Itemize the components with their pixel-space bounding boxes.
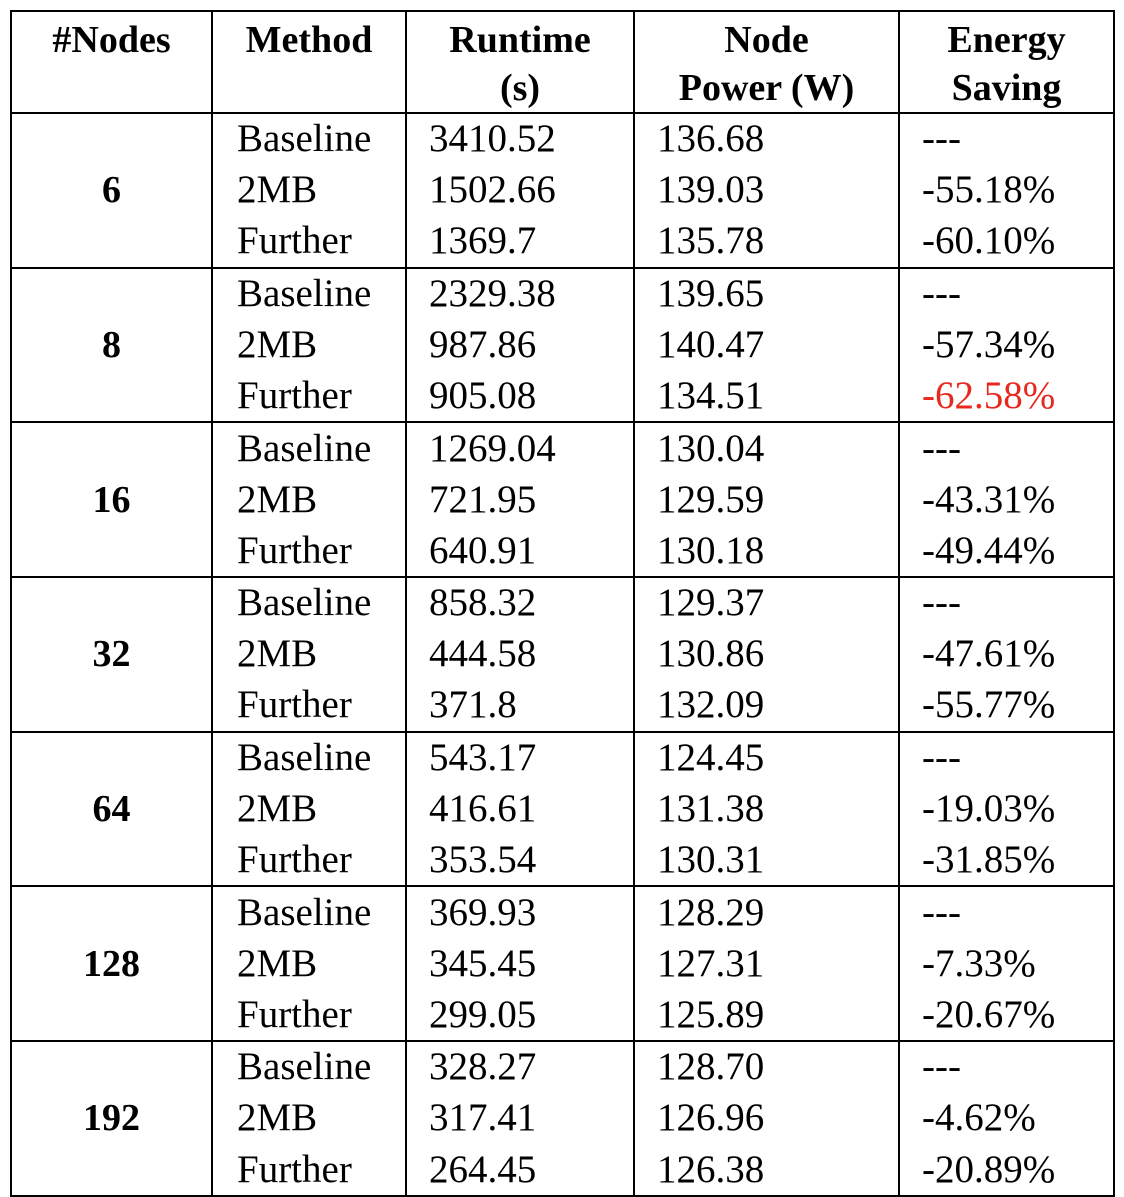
- header-power-line1: Node: [724, 19, 809, 61]
- saving-cell: -19.03%: [899, 783, 1114, 835]
- power-cell: 130.86: [634, 629, 899, 681]
- power-cell: 139.65: [634, 268, 899, 320]
- runtime-cell: 1369.7: [406, 216, 634, 268]
- saving-cell: -7.33%: [899, 938, 1114, 990]
- method-cell: 2MB: [212, 629, 406, 681]
- runtime-cell: 369.93: [406, 886, 634, 938]
- header-method-label: Method: [245, 19, 373, 61]
- runtime-cell: 987.86: [406, 319, 634, 371]
- runtime-cell: 905.08: [406, 371, 634, 423]
- power-cell: 129.37: [634, 577, 899, 629]
- nodes-cell: 6: [11, 113, 212, 268]
- method-cell: 2MB: [212, 938, 406, 990]
- runtime-cell: 721.95: [406, 474, 634, 526]
- runtime-cell: 1269.04: [406, 422, 634, 474]
- method-cell: Further: [212, 990, 406, 1042]
- runtime-cell: 640.91: [406, 526, 634, 578]
- method-cell: Further: [212, 371, 406, 423]
- saving-cell: ---: [899, 886, 1114, 938]
- power-cell: 128.29: [634, 886, 899, 938]
- method-cell: Further: [212, 835, 406, 887]
- saving-cell: -57.34%: [899, 319, 1114, 371]
- saving-cell: -49.44%: [899, 526, 1114, 578]
- header-saving-line1: Energy: [947, 19, 1066, 61]
- header-power-line2: Power (W): [678, 67, 855, 109]
- nodes-cell: 192: [11, 1041, 212, 1196]
- method-cell: Baseline: [212, 732, 406, 784]
- power-cell: 130.31: [634, 835, 899, 887]
- method-cell: Baseline: [212, 422, 406, 474]
- method-cell: 2MB: [212, 165, 406, 217]
- runtime-cell: 2329.38: [406, 268, 634, 320]
- runtime-cell: 299.05: [406, 990, 634, 1042]
- method-cell: 2MB: [212, 783, 406, 835]
- power-cell: 140.47: [634, 319, 899, 371]
- header-power: [634, 11, 899, 113]
- table-row: [11, 886, 1114, 938]
- runtime-cell: 543.17: [406, 732, 634, 784]
- method-cell: Baseline: [212, 577, 406, 629]
- method-cell: Baseline: [212, 268, 406, 320]
- saving-cell: -20.89%: [899, 1144, 1114, 1196]
- runtime-cell: 264.45: [406, 1144, 634, 1196]
- header-runtime-line2: (s): [499, 67, 541, 109]
- power-cell: 130.18: [634, 526, 899, 578]
- saving-cell: ---: [899, 268, 1114, 320]
- power-cell: 132.09: [634, 680, 899, 732]
- method-cell: Baseline: [212, 1041, 406, 1093]
- power-cell: 126.38: [634, 1144, 899, 1196]
- saving-cell: ---: [899, 113, 1114, 165]
- method-cell: Further: [212, 1144, 406, 1196]
- runtime-cell: 353.54: [406, 835, 634, 887]
- saving-cell: ---: [899, 422, 1114, 474]
- saving-cell-best: -62.58%: [899, 371, 1114, 423]
- saving-cell: -20.67%: [899, 990, 1114, 1042]
- saving-cell: -55.77%: [899, 680, 1114, 732]
- nodes-cell: 8: [11, 268, 212, 423]
- header-runtime-line1: Runtime: [449, 19, 591, 61]
- method-cell: 2MB: [212, 1093, 406, 1145]
- header-nodes-label: #Nodes: [52, 19, 171, 61]
- saving-cell: ---: [899, 732, 1114, 784]
- saving-cell: ---: [899, 1041, 1114, 1093]
- saving-cell: -43.31%: [899, 474, 1114, 526]
- results-table: [10, 10, 1115, 1197]
- saving-cell: -55.18%: [899, 165, 1114, 217]
- power-cell: 135.78: [634, 216, 899, 268]
- header-saving: [899, 11, 1114, 113]
- power-cell: 125.89: [634, 990, 899, 1042]
- power-cell: 136.68: [634, 113, 899, 165]
- power-cell: 126.96: [634, 1093, 899, 1145]
- power-cell: 127.31: [634, 938, 899, 990]
- method-cell: Baseline: [212, 886, 406, 938]
- header-method: [212, 11, 406, 113]
- table-row: [11, 113, 1114, 165]
- runtime-cell: 371.8: [406, 680, 634, 732]
- runtime-cell: 345.45: [406, 938, 634, 990]
- method-cell: 2MB: [212, 319, 406, 371]
- table-body: [11, 113, 1114, 1196]
- saving-cell: -47.61%: [899, 629, 1114, 681]
- saving-cell: -4.62%: [899, 1093, 1114, 1145]
- method-cell: Further: [212, 526, 406, 578]
- method-cell: Baseline: [212, 113, 406, 165]
- runtime-cell: 416.61: [406, 783, 634, 835]
- table-header: [11, 11, 1114, 113]
- runtime-cell: 444.58: [406, 629, 634, 681]
- saving-cell: -31.85%: [899, 835, 1114, 887]
- nodes-cell: 32: [11, 577, 212, 732]
- runtime-cell: 858.32: [406, 577, 634, 629]
- header-row: [11, 11, 1114, 113]
- power-cell: 128.70: [634, 1041, 899, 1093]
- power-cell: 129.59: [634, 474, 899, 526]
- header-nodes: [11, 11, 212, 113]
- runtime-cell: 1502.66: [406, 165, 634, 217]
- saving-cell: ---: [899, 577, 1114, 629]
- table-row: [11, 422, 1114, 474]
- power-cell: 134.51: [634, 371, 899, 423]
- header-saving-line2: Saving: [951, 67, 1062, 109]
- table-row: [11, 732, 1114, 784]
- power-cell: 139.03: [634, 165, 899, 217]
- method-cell: 2MB: [212, 474, 406, 526]
- header-runtime: [406, 11, 634, 113]
- runtime-cell: 328.27: [406, 1041, 634, 1093]
- power-cell: 130.04: [634, 422, 899, 474]
- power-cell: 131.38: [634, 783, 899, 835]
- method-cell: Further: [212, 680, 406, 732]
- nodes-cell: 64: [11, 732, 212, 887]
- table-row: [11, 268, 1114, 320]
- table-row: [11, 1041, 1114, 1093]
- runtime-cell: 3410.52: [406, 113, 634, 165]
- power-cell: 124.45: [634, 732, 899, 784]
- table-row: [11, 577, 1114, 629]
- saving-cell: -60.10%: [899, 216, 1114, 268]
- nodes-cell: 128: [11, 886, 212, 1041]
- runtime-cell: 317.41: [406, 1093, 634, 1145]
- method-cell: Further: [212, 216, 406, 268]
- nodes-cell: 16: [11, 422, 212, 577]
